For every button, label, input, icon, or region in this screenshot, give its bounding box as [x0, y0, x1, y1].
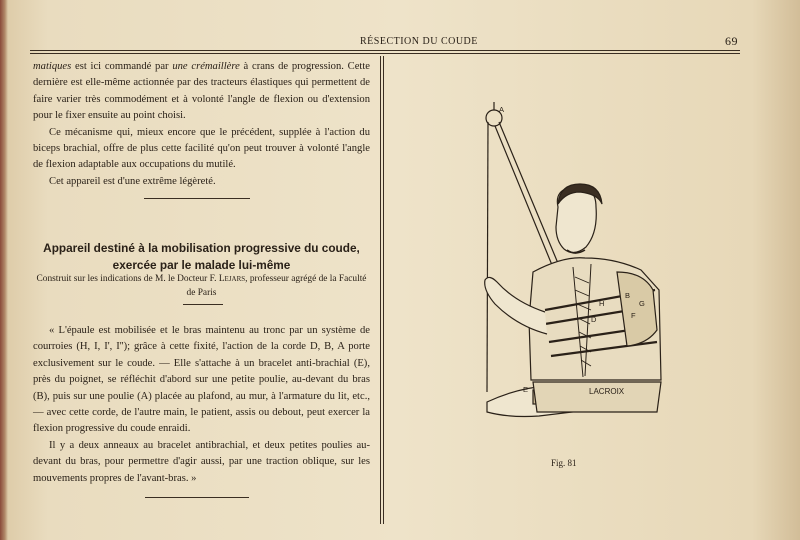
section-title	[33, 240, 370, 274]
column-divider	[380, 56, 381, 524]
subtitle-text-b: , professeur agrégé de la Faculté de Paris	[186, 274, 367, 298]
paragraph-1	[33, 59, 370, 125]
figure-caption: Fig. 81	[551, 458, 577, 468]
label-e: E	[523, 385, 529, 394]
label-b: B	[625, 291, 631, 300]
paragraph-4: « L'épaule est mobilisée et le bras maintenu au tronc par un système de courroies (H, I, I', I''); grâce à cette fixité, l'action de la corde D, B, A porte exclusivement sur le coude. — Elle s'attache à un bracelet anti-brachial (E), près du poignet, se réfléchit d'abord sur une petite poulie, au-devant du bras (B), puis sur une poulie (A) placée au plafond, au mur, à l'armature du lit, etc., — avec cette corde, de l'autre main, le patient, assis ou debout, peut exercer la flexion progressive du coude enraidi.	[33, 325, 370, 435]
page-header	[30, 34, 742, 48]
paragraph-1-text-a: est ici commandé par	[71, 61, 173, 72]
label-g: G	[639, 299, 645, 308]
italic-word: matiques	[33, 61, 72, 72]
paragraph-2: Ce mécanisme qui, mieux encore que le précédent, supplée à l'action du biceps brachial, offre de plus cette facilité qu'on peut trouver à volonté l'angle de flexion adaptable aux occupations du mutilé.	[33, 126, 370, 171]
end-separator	[145, 497, 249, 498]
page-number: 69	[725, 34, 738, 48]
header-rule	[30, 50, 740, 51]
paragraph-3: Cet appareil est d'une extrême légèreté.	[49, 175, 216, 187]
label-f: F	[631, 311, 636, 320]
maker-mark: LACROIX	[589, 387, 625, 396]
paragraph-1-text-b: à crans de progression. Cette dernière est elle-même actionnée par des tracteurs élastiques qui permettent de faire varier très commodément et à volonté l'angle de flexion ou d'extension pour le fixer ensuite au point choisi.	[33, 61, 370, 122]
section-subtitle	[33, 272, 370, 300]
section-title-line-1: Appareil destiné à la mobilisation progressive du coude,	[43, 241, 360, 255]
subtitle-separator	[183, 304, 223, 305]
page-binding-edge	[0, 0, 8, 540]
top-text-block	[33, 59, 370, 190]
label-a: A	[499, 105, 505, 114]
label-d: D	[591, 315, 597, 324]
rope-diagonal-2	[495, 126, 561, 287]
rope-vertical	[487, 122, 488, 392]
bottom-text-block	[33, 323, 370, 487]
running-title: RÉSECTION DU COUDE	[360, 36, 478, 47]
subtitle-author: Lejars	[218, 274, 246, 284]
header-rule-thin	[30, 53, 740, 54]
section-separator	[144, 198, 250, 199]
section-title-line-2: exercée par le malade lui-même	[112, 258, 291, 272]
paragraph-5: Il y a deux anneaux au bracelet antibrachial, et deux petites poulies au-devant du bras, pour permettre d'agir aussi, par une traction oblique, sur les mouvements propres de l'avant-bras. »	[33, 439, 370, 484]
italic-phrase: une crémaillère	[172, 61, 240, 72]
figure-illustration	[395, 92, 665, 437]
column-divider-thin	[383, 56, 384, 524]
label-h: H	[599, 299, 605, 308]
subtitle-text-a: Construit sur les indications de M. le Docteur F.	[36, 274, 219, 284]
